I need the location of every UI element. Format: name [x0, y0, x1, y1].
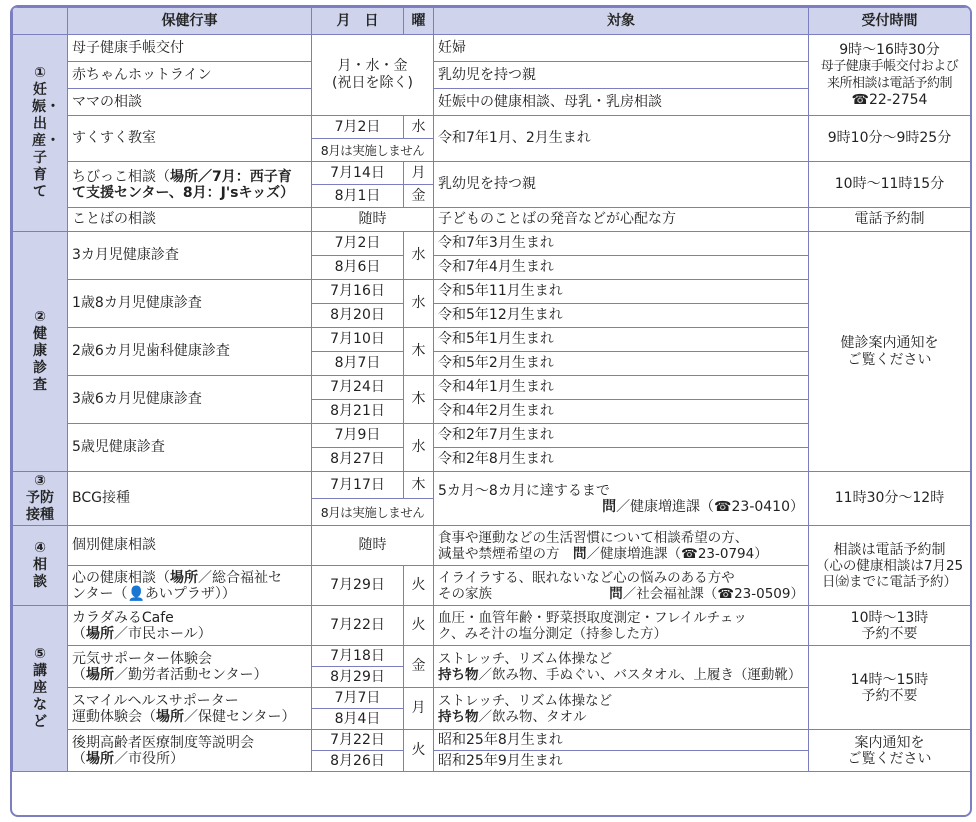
reception-text: ご覧ください — [847, 750, 932, 767]
place-text: ／保健センター） — [184, 708, 296, 725]
reception-cell — [809, 232, 971, 472]
date-cell: 8月29日 — [312, 667, 404, 688]
day-cell: 水 — [404, 280, 434, 328]
category-label: 相談 — [33, 557, 47, 590]
event-text: 運動体験会（ — [72, 708, 156, 725]
date-cell: 8月1日 — [312, 185, 404, 208]
date-note: 8月は実施しません — [312, 139, 434, 162]
inquiry-text — [609, 586, 804, 602]
category-courses — [13, 606, 68, 772]
place-label: 場所 — [86, 625, 114, 642]
reception-text: 14時～15時 — [850, 671, 929, 688]
reception-text: 予約不要 — [861, 687, 918, 704]
place-label: 場所 — [86, 750, 114, 767]
date-cell: 随時 — [312, 526, 434, 566]
category-checkup — [13, 232, 68, 472]
category-label: 接種 — [26, 507, 54, 523]
target-cell: 令和5年2月生まれ — [434, 352, 809, 376]
date-cell: 7月10日 — [312, 328, 404, 352]
belongings-label: 持ち物 — [438, 666, 479, 683]
day-cell: 金 — [404, 185, 434, 208]
target-cell — [434, 606, 809, 646]
belongings-text: ／飲み物、タオル — [478, 708, 587, 725]
target-cell: 令和5年11月生まれ — [434, 280, 809, 304]
category-pregnancy — [13, 35, 68, 232]
days-note: (祝日を除く) — [332, 75, 413, 91]
target-cell: 乳幼児を持つ親 — [434, 62, 809, 89]
target-text: 5カ月～8カ月に達するまで — [438, 482, 610, 499]
day-cell: 火 — [404, 606, 434, 646]
target-cell — [434, 526, 809, 566]
target-cell — [434, 472, 809, 526]
reception-cell: 11時30分～12時 — [809, 472, 971, 526]
place-text: ／勤労者活動センター） — [114, 666, 268, 683]
event-text: （ — [72, 625, 86, 642]
reception-text: 案内通知を — [854, 734, 925, 751]
reception-text: 10時～13時 — [850, 609, 929, 626]
inquiry-contact: ／健康増進課（☎23-0410） — [616, 498, 804, 515]
date-cell: 8月21日 — [312, 400, 404, 424]
reception-cell — [809, 646, 971, 730]
header-target: 対象 — [434, 8, 809, 35]
header-day: 曜 — [404, 8, 434, 35]
day-cell: 水 — [404, 232, 434, 280]
target-text: イライラする、眠れないなど心の悩みのある方や — [438, 569, 735, 586]
category-number: ④ — [34, 540, 46, 556]
table-row — [13, 162, 971, 185]
target-text: 食事や運動などの生活習慣について相談希望の方、 — [438, 529, 749, 546]
event-smile — [68, 688, 312, 730]
header-category — [13, 8, 68, 35]
day-cell: 木 — [404, 328, 434, 376]
date-cell: 7月2日 — [312, 232, 404, 256]
target-cell — [434, 566, 809, 606]
place-text: ／市民ホール） — [114, 625, 212, 642]
event-mama: ママの相談 — [68, 89, 312, 116]
inquiry-contact: ／健康増進課（☎23-0794） — [586, 545, 768, 562]
date-cell: 随時 — [312, 208, 434, 232]
category-label: 予防 — [26, 490, 54, 506]
day-cell: 水 — [404, 424, 434, 472]
target-text: ストレッチ、リズム体操など — [438, 650, 613, 667]
category-number: ② — [34, 309, 46, 325]
reception-cell — [809, 730, 971, 772]
date-cell — [312, 35, 434, 116]
table-row — [13, 232, 971, 256]
target-text: 血圧・血管年齢・野菜摂取度測定・フレイルチェッ — [438, 609, 747, 626]
event-checkup: 5歳児健康診査 — [68, 424, 312, 472]
event-text: （ — [72, 666, 86, 683]
inquiry-label: 問 — [602, 498, 617, 515]
date-cell: 7月22日 — [312, 730, 404, 751]
day-cell: 火 — [404, 730, 434, 772]
date-cell: 7月7日 — [312, 688, 404, 709]
date-cell: 7月29日 — [312, 566, 404, 606]
target-text: 減量や禁煙希望の方 — [438, 545, 573, 562]
reception-text: 予約不要 — [861, 625, 918, 642]
event-cafe — [68, 606, 312, 646]
event-text: 元気サポーター体験会 — [72, 650, 212, 667]
date-cell: 8月4日 — [312, 709, 404, 730]
date-cell: 7月17日 — [312, 472, 404, 499]
date-cell: 7月16日 — [312, 280, 404, 304]
target-cell: 令和2年8月生まれ — [434, 448, 809, 472]
place-label: 場所 — [86, 666, 114, 683]
target-text: その家族 — [438, 585, 492, 602]
category-label: 妊娠・出産・子育て — [32, 82, 60, 200]
event-text: （ — [72, 750, 86, 767]
event-genki — [68, 646, 312, 688]
date-cell: 7月14日 — [312, 162, 404, 185]
reception-time: 9時～16時30分 — [839, 42, 940, 58]
target-cell: 昭和25年8月生まれ — [434, 730, 809, 751]
event-kokoro — [68, 566, 312, 606]
health-schedule-table — [12, 7, 971, 772]
table-row — [13, 472, 971, 499]
header-reception: 受付時間 — [809, 8, 971, 35]
event-checkup: 3歳6カ月児健康診査 — [68, 376, 312, 424]
event-text: 後期高齢者医療制度等説明会 — [72, 734, 254, 751]
date-cell: 7月22日 — [312, 606, 404, 646]
category-vaccination — [13, 472, 68, 526]
belongings-text: ／飲み物、手ぬぐい、バスタオル、上履き（運動靴） — [478, 666, 802, 683]
date-cell: 7月18日 — [312, 646, 404, 667]
event-checkup: 1歳8カ月児健康診査 — [68, 280, 312, 328]
event-checkup: 3カ月児健康診査 — [68, 232, 312, 280]
days-label: 月・水・金 — [337, 58, 408, 74]
day-cell: 月 — [404, 688, 434, 730]
day-cell: 金 — [404, 646, 434, 688]
inquiry-label: 問 — [573, 545, 587, 562]
date-cell: 7月24日 — [312, 376, 404, 400]
event-kotoba: ことばの相談 — [68, 208, 312, 232]
event-chibikko — [68, 162, 312, 208]
target-cell: 子どものことばの発音などが心配な方 — [434, 208, 809, 232]
inquiry-text — [438, 499, 804, 515]
table-row — [13, 730, 971, 751]
target-cell: 乳幼児を持つ親 — [434, 162, 809, 208]
date-cell: 8月27日 — [312, 448, 404, 472]
place-text: ／7月：西子育 — [198, 168, 292, 185]
target-cell — [434, 688, 809, 730]
reception-note: 来所相談は電話予約制 — [826, 76, 952, 91]
event-koki — [68, 730, 312, 772]
target-cell: 令和2年7月生まれ — [434, 424, 809, 448]
place-text: ／総合福祉セ — [198, 569, 282, 586]
reception-cell: 10時～11時15分 — [809, 162, 971, 208]
date-cell: 8月6日 — [312, 256, 404, 280]
event-bcg: BCG接種 — [68, 472, 312, 526]
date-cell: 8月20日 — [312, 304, 404, 328]
target-cell: 妊婦 — [434, 35, 809, 62]
event-checkup: 2歳6カ月児歯科健康診査 — [68, 328, 312, 376]
day-cell: 水 — [404, 116, 434, 139]
reception-cell — [809, 35, 971, 116]
reception-cell — [809, 606, 971, 646]
event-kobetsu: 個別健康相談 — [68, 526, 312, 566]
category-label: 健康診査 — [33, 326, 47, 393]
reception-cell — [809, 526, 971, 606]
target-cell: 令和4年1月生まれ — [434, 376, 809, 400]
table-row — [13, 116, 971, 139]
target-cell — [434, 646, 809, 688]
target-cell: 令和7年1月、2月生まれ — [434, 116, 809, 162]
header-event: 保健行事 — [68, 8, 312, 35]
target-text: ク、みそ汁の塩分測定（持参した方） — [438, 625, 667, 642]
category-number: ③ — [34, 473, 46, 489]
reception-cell: 電話予約制 — [809, 208, 971, 232]
target-cell: 令和5年12月生まれ — [434, 304, 809, 328]
reception-text: 健診案内通知を — [840, 334, 939, 351]
table-row — [13, 526, 971, 566]
date-cell: 8月7日 — [312, 352, 404, 376]
day-cell: 月 — [404, 162, 434, 185]
table-row — [13, 35, 971, 62]
category-number: ① — [34, 65, 46, 81]
reception-cell: 9時10分～9時25分 — [809, 116, 971, 162]
event-text: 心の健康相談（ — [72, 569, 170, 586]
table-row — [13, 646, 971, 667]
target-cell: 令和7年4月生まれ — [434, 256, 809, 280]
place-text: ／市役所） — [114, 750, 184, 767]
reception-text: 日㈮までに電話予約） — [822, 573, 957, 590]
event-baby-line: 赤ちゃんホットライン — [68, 62, 312, 89]
reception-text: ご覧ください — [847, 351, 932, 368]
target-cell: 昭和25年9月生まれ — [434, 751, 809, 772]
belongings-label: 持ち物 — [438, 708, 479, 725]
place-label: 場所 — [170, 569, 198, 586]
event-text: スマイルヘルスサポーター — [72, 692, 239, 709]
category-label: 講座など — [33, 663, 47, 730]
event-mother-book: 母子健康手帳交付 — [68, 35, 312, 62]
target-cell: 令和5年1月生まれ — [434, 328, 809, 352]
day-cell: 木 — [404, 472, 434, 499]
date-cell: 7月2日 — [312, 116, 404, 139]
table-row — [13, 606, 971, 646]
date-cell: 8月26日 — [312, 751, 404, 772]
day-cell: 火 — [404, 566, 434, 606]
target-cell: 令和4年2月生まれ — [434, 400, 809, 424]
target-cell: 妊娠中の健康相談、母乳・乳房相談 — [434, 89, 809, 116]
reception-phone: ☎22-2754 — [851, 92, 928, 108]
header-row — [13, 8, 971, 35]
category-number: ⑤ — [34, 646, 46, 662]
event-text: カラダみるCafe — [72, 609, 174, 626]
table-row — [13, 208, 971, 232]
event-sukusuku: すくすく教室 — [68, 116, 312, 162]
place-label: 場所 — [156, 708, 184, 725]
inquiry-label: 問 — [609, 585, 623, 602]
place-label: 場所 — [170, 168, 198, 185]
target-text: ストレッチ、リズム体操など — [438, 692, 613, 709]
health-schedule-table-frame — [10, 5, 972, 817]
reception-text: 相談は電話予約制 — [833, 541, 946, 558]
date-note: 8月は実施しません — [312, 499, 434, 526]
reception-note: 母子健康手帳交付および — [820, 59, 959, 74]
event-text: ちびっこ相談（ — [72, 168, 170, 185]
header-date: 月 日 — [312, 8, 404, 35]
reception-text: （心の健康相談は7月25 — [815, 557, 964, 574]
place-text: て支援センター、8月：J'sキッズ） — [72, 184, 295, 201]
inquiry-contact: ／社会福祉課（☎23-0509） — [622, 585, 804, 602]
target-cell: 令和7年3月生まれ — [434, 232, 809, 256]
date-cell: 7月9日 — [312, 424, 404, 448]
day-cell: 木 — [404, 376, 434, 424]
category-consultation — [13, 526, 68, 606]
place-text: ンター（👤あいプラザ）） — [72, 585, 236, 602]
